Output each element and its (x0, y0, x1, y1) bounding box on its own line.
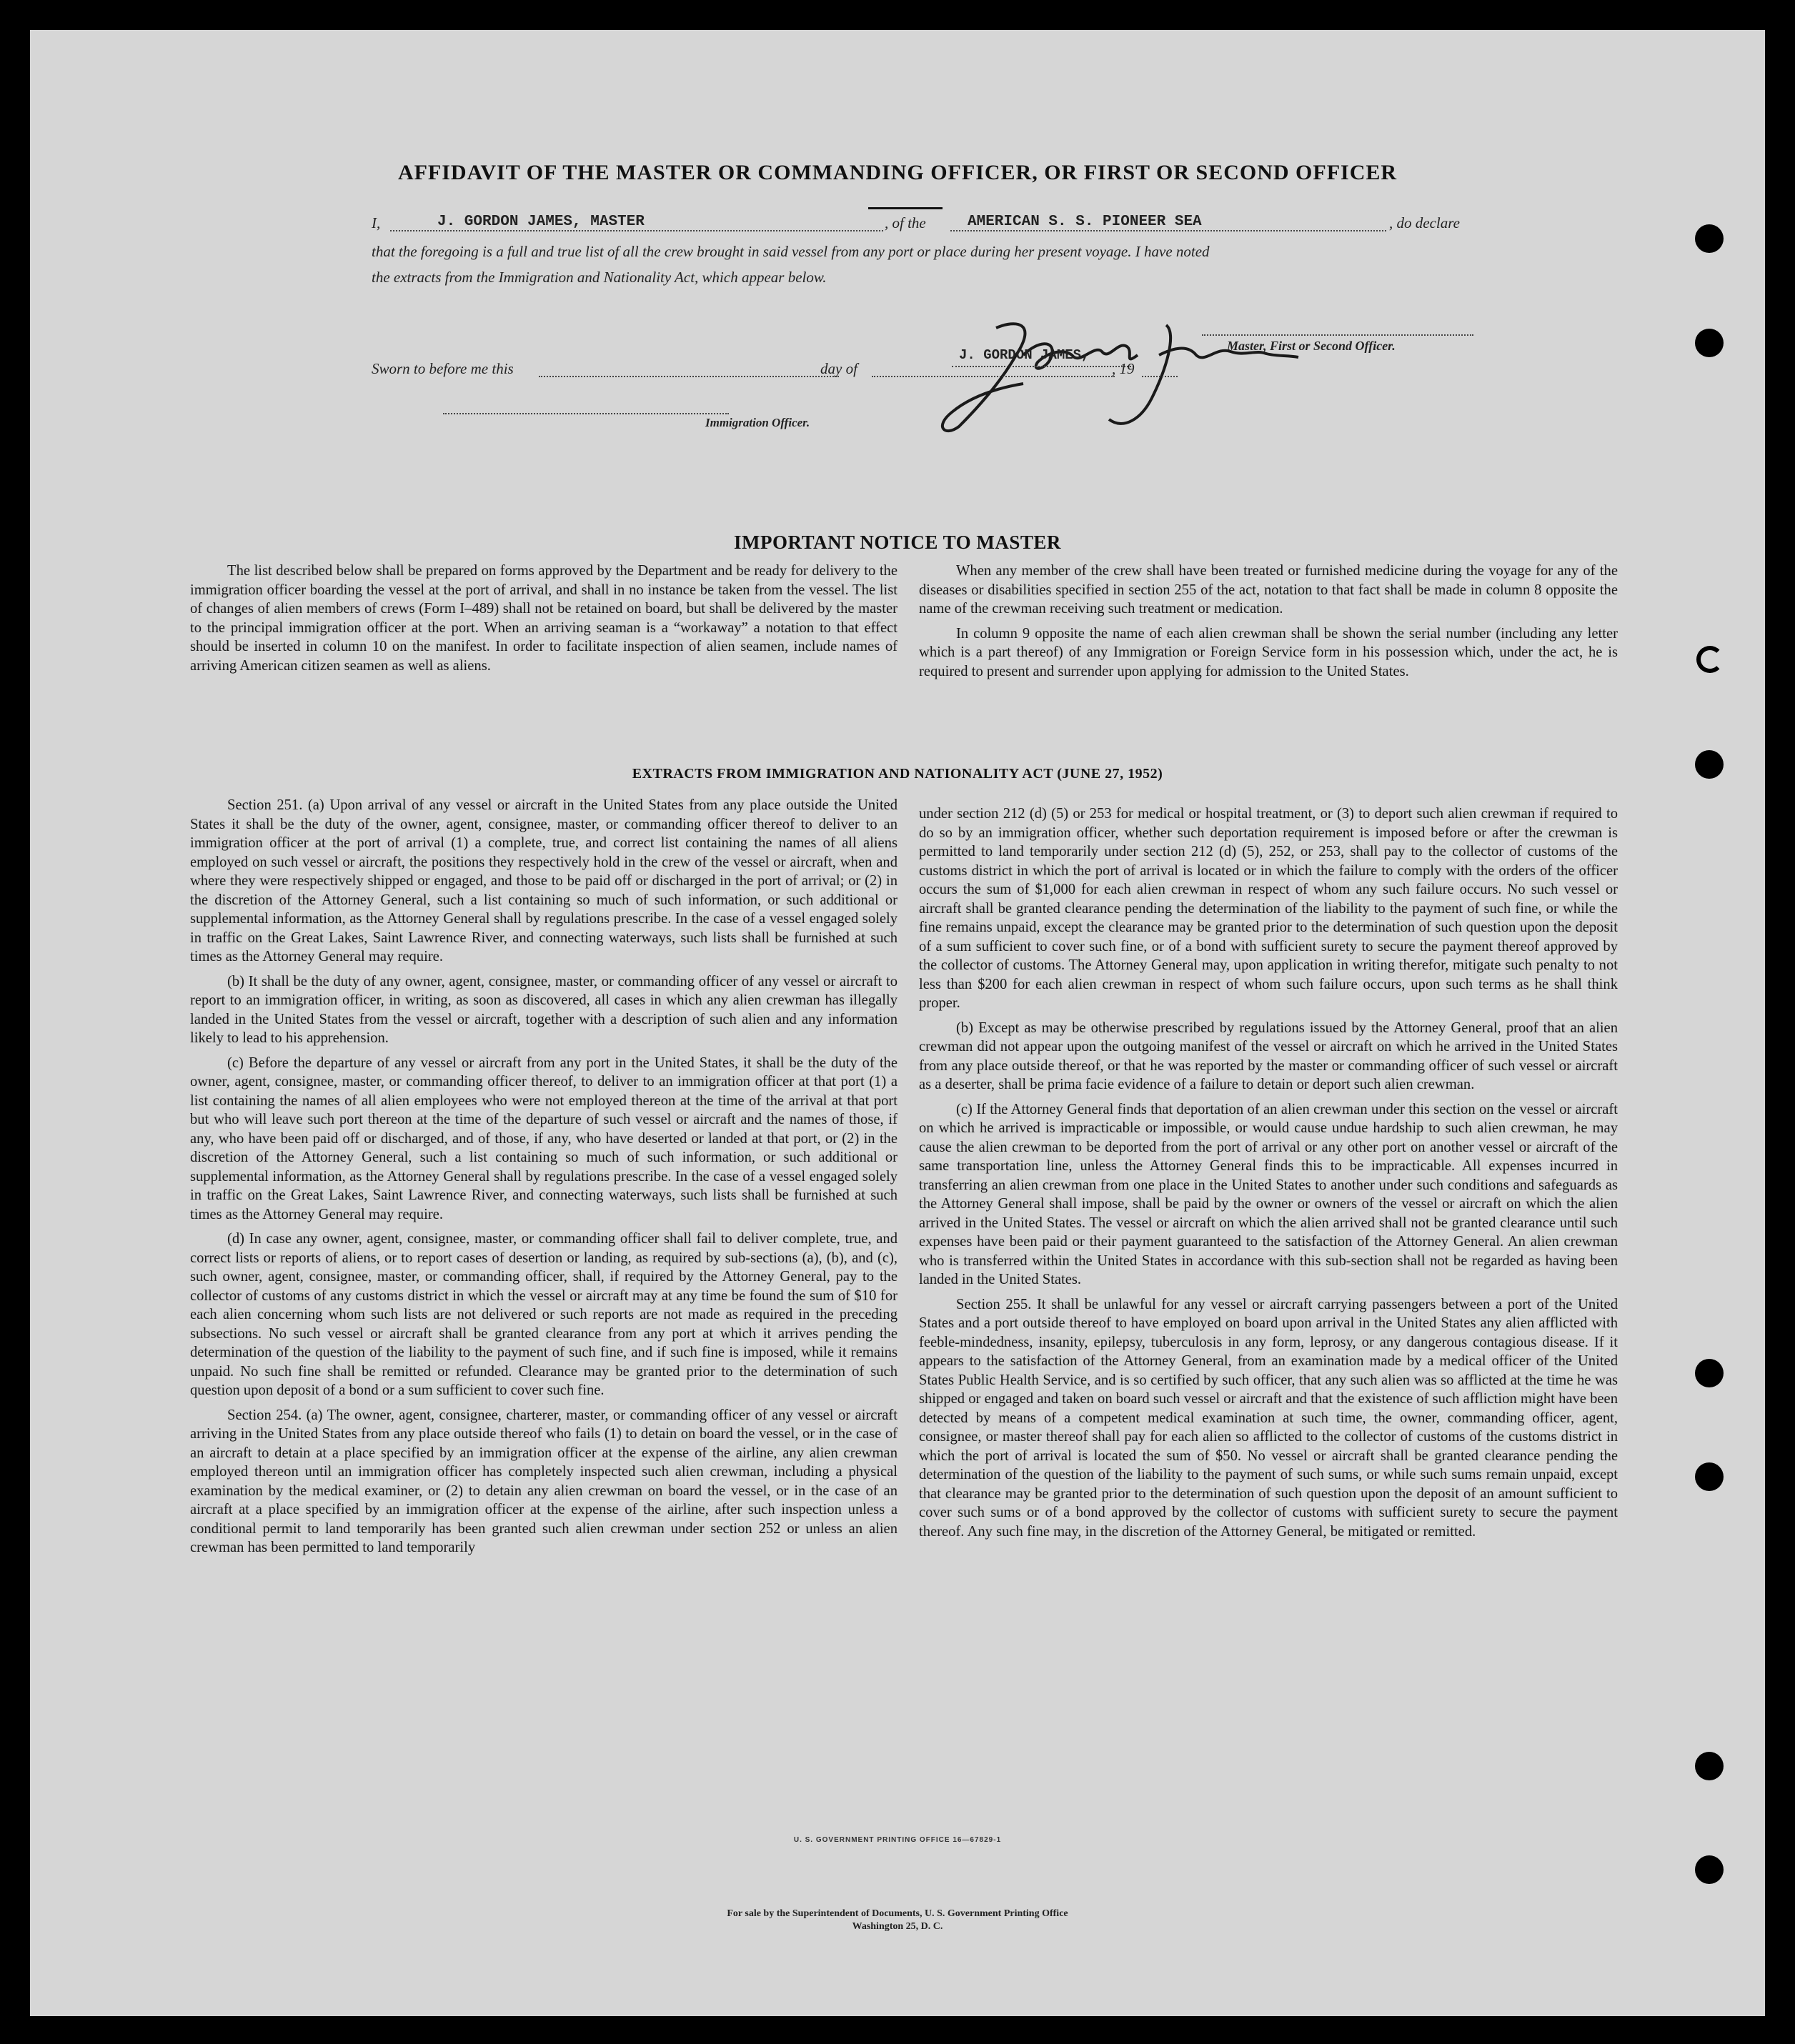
printing-office-imprint: U. S. GOVERNMENT PRINTING OFFICE 16—67829-1 (793, 1836, 1002, 1844)
extract-paragraph: Section 254. (a) The owner, agent, consignee, charterer, master, or commanding officer of any vessel or aircraft arriving in the United States from any place outside thereof who fails (1) to detain on board the vessel, or in the case of an aircraft to detain at a place specified by an immigration officer at the expense of the airline, any alien crewman employed thereon until an immigration officer has completely inspected such alien crewman, including a physical examination by the medical examiner, or (2) to detain any alien crewman on board the vessel, or in the case of an aircraft at a place specified by an immigration officer at the expense of the airline, after such inspection unless a conditional permit to land temporarily has been granted such alien crewman under section 252 or unless an alien crewman has been permitted to land temporarily (190, 1407, 898, 1555)
punch-hole (1696, 646, 1724, 673)
notice-left-paragraph: The list described below shall be prepared on forms approved by the Department and be ready for delivery to the immigration officer boarding the vessel at the port of arrival, and shall in no instance be taken from the vessel. The list of changes of alien members of crews (Form I–489) shall not be retained on board, but shall be delivered by the master to the principal immigration officer at the port. When an arriving seaman is a “workaway” a notation to that effect should be inserted in column 10 on the manifest. In order to facilitate inspection of alien seamen, include names of arriving American citizen seamen as well as aliens. (190, 563, 898, 674)
extract-paragraph: under section 212 (d) (5) or 253 for medical or hospital treatment, or (3) to deport such alien crewman if required to do so by an immigration officer, whether such deportation requirement is imposed before or after the crewman is permitted to land temporarily under section 212 (d) (5), 252, or 253, shall pay to the collector of customs of the customs district in which the port of arrival is located or in which the failure to comply with the orders of the officer occurs the sum of $1,000 for each alien crewman in respect of whom any such failure occurs. No such vessel or aircraft shall be granted clearance pending the determination of the liability to the payment of such fine, or while the fine remains unpaid, except the clearance may be granted prior to the determination of such question upon the deposit of a sum sufficient to cover such fine, or of a bond with sufficient surety to secure the payment thereof approved by the collector of customs. The Attorney General may, upon application in writing therefor, mitigate such penalty to not less than $200 for each alien crewman in respect of whom such failure occurs, upon such terms as he shall think proper. (919, 806, 1618, 1011)
sworn-month-line (872, 376, 1115, 377)
affidavit-line-2: that the foregoing is a full and true list of all the crew brought in said vessel from any port or place during her present voyage. I have noted (372, 243, 1210, 260)
document-page (30, 30, 1765, 2016)
extract-paragraph: (b) Except as may be otherwise prescribed by regulations issued by the Attorney General, proof that an alien crewman did not appear upon the outgoing manifest of the vessel or aircraft on which he arrived in the United States from any place outside thereof, or that he was reported by the master or commanding officer of such vessel or aircraft as a deserter, shall be prima facie evidence of a failure to detain or deport such alien crewman. (919, 1019, 1618, 1092)
extracts-title: EXTRACTS FROM IMMIGRATION AND NATIONALITY ACT (JUNE 27, 1952) (632, 766, 1163, 782)
i-label: I, (372, 214, 381, 231)
immigration-officer-line (443, 413, 729, 414)
officer-caption-line (1202, 334, 1473, 336)
notice-right-column (919, 562, 1618, 687)
affidavit-line-3: the extracts from the Immigration and Nationality Act, which appear below. (372, 269, 827, 286)
sworn-day-line (539, 376, 839, 377)
officer-signature-line (952, 366, 1134, 367)
extract-paragraph: (b) It shall be the duty of any owner, agent, consignee, master, or commanding officer of any vessel or aircraft to report to an immigration officer, in writing, as soon as discovered, all cases in which any alien crewman has illegally landed in the United States from the vessel or aircraft, together with a description of such alien and any information likely to lead to his apprehension. (190, 973, 898, 1046)
master-name-field: J. GORDON JAMES, MASTER (437, 214, 645, 230)
signer-typed-name: J. GORDON JAMES, (959, 347, 1090, 363)
of-the-label: , of the (885, 214, 926, 231)
immigration-officer-caption: Immigration Officer. (705, 416, 810, 429)
do-declare-label: , do declare (1389, 214, 1460, 231)
title-rule (868, 207, 943, 209)
officer-caption: Master, First or Second Officer. (1227, 339, 1396, 353)
vessel-name-field: AMERICAN S. S. PIONEER SEA (968, 214, 1202, 230)
punch-hole (1695, 224, 1724, 253)
affidavit-title: AFFIDAVIT OF THE MASTER OR COMMANDING OFFICER, OR FIRST OR SECOND OFFICER (397, 161, 1398, 184)
year-label: , 19 (1112, 360, 1135, 377)
day-of-label: day of (820, 360, 857, 377)
sale-notice (30, 1908, 1765, 1933)
notice-title: IMPORTANT NOTICE TO MASTER (734, 532, 1061, 553)
punch-hole (1695, 1752, 1724, 1780)
punch-hole (1695, 329, 1724, 357)
vessel-line (950, 230, 1386, 231)
notice-right-paragraph-2: In column 9 opposite the name of each alien crewman shall be shown the serial number (including any letter which is a part thereof) of any Immigration or Foreign Service form in his possession which, under the act, he is required to present and surrender upon applying for admission to the United States. (919, 625, 1618, 679)
punch-hole (1695, 1359, 1724, 1387)
punch-hole (1695, 1855, 1724, 1884)
extract-paragraph: (c) Before the departure of any vessel or aircraft from any port in the United States, it shall be the duty of the owner, agent, consignee, master, or commanding officer thereof, to deliver to an immigration officer at that port (1) a list containing the names of all alien employees who were not employed thereon at the time of the arrival at that port but who will leave such port thereon at the time of the departure of such vessel or aircraft and the names of those, if any, who have been paid off or discharged, and of those, if any, who have deserted or landed at that port, or (2) in the discretion of the Attorney General, such a list containing so much of such information, or such additional or supplemental information, as the Attorney General shall by regulations prescribe. In the case of a vessel engaged solely in traffic on the Great Lakes, Saint Lawrence River, and connecting waterways, such lists shall be furnished at such times as the Attorney General may require. (190, 1055, 898, 1222)
extract-paragraph: (c) If the Attorney General finds that deportation of an alien crewman under this section on the vessel or aircraft on which he arrived is impracticable or impossible, or would cause undue hardship to such alien crewman, he may cause the alien crewman to be deported from the port of arrival or any other port on another vessel or aircraft of the same transportation line, unless the Attorney General finds this to be impracticable. All expenses incurred in transferring an alien crewman from one place in the United States to another under such conditions and safeguards as the Attorney General shall impose, shall be paid by the owner or owners of the vessel or aircraft on which the alien arrived in the United States. The vessel or aircraft on which the alien arrived shall not be granted clearance until such expenses have been paid or their payment guaranteed to the satisfaction of the Attorney General. An alien crewman who is transferred within the United States in accordance with this sub-section shall not be regarded as having been landed in the United States. (919, 1101, 1618, 1287)
sale-line-2: Washington 25, D. C. (852, 1921, 943, 1932)
punch-hole (1695, 1462, 1724, 1491)
extract-paragraph: Section 251. (a) Upon arrival of any vessel or aircraft in the United States from any place outside the United States it shall be the duty of the owner, agent, consignee, master, or commanding officer thereof to deliver to an immigration officer at the port of arrival (1) a complete, true, and correct list containing the names of all aliens employed on such vessel or aircraft, the positions they respectively hold in the crew of the vessel or aircraft, when and where they were respectively shipped or engaged, and those to be paid off or discharged in the port of arrival; or (2) in the discretion of the Attorney General, such a list containing so much of such information, or such additional or supplemental information, as the Attorney General shall by regulations prescribe. In the case of a vessel engaged solely in traffic on the Great Lakes, Saint Lawrence River, and connecting waterways, such lists shall be furnished at such times as the Attorney General may require. (190, 797, 898, 964)
name-line (390, 230, 883, 231)
extracts-left-column (190, 796, 898, 1563)
extracts-right-column (919, 804, 1618, 1547)
extract-paragraph: Section 255. It shall be unlawful for any vessel or aircraft carrying passengers between a port of the United States and a port outside thereof to have employed on board upon arrival in the United States any alien afflicted with feeble-mindedness, insanity, epilepsy, tuberculosis in any form, leprosy, or any dangerous contagious disease. If it appears to the satisfaction of the Attorney General, from an examination made by a medical officer of the United States Public Health Service, and is so certified by such officer, that any such alien was so afflicted at the time he was shipped or engaged and taken on board such vessel or aircraft and that the existence of such affliction might have been detected by means of a competent medical examination at such time, the owner, commanding officer, agent, consignee, or master thereof shall pay for each alien so afflicted to the collector of customs of the customs district in which the port of arrival is located the sum of $50. No vessel or aircraft shall be granted clearance pending the determination of the question of the liability to the payment of such sums, or while such sums remain unpaid, except that clearance may be granted prior to the determination of such question upon the deposit of an amount sufficient to cover such sums or of a bond approved by the collector of customs with sufficient surety to secure the payment thereof. Any such fine may, in the discretion of the Attorney General, be mitigated or remitted. (919, 1296, 1618, 1540)
sworn-year-line (1142, 376, 1178, 377)
sale-line-1: For sale by the Superintendent of Documents, U. S. Government Printing Office (727, 1908, 1068, 1919)
notice-right-paragraph-1: When any member of the crew shall have been treated or furnished medicine during the voyage for any of the diseases or disabilities specified in section 255 of the act, notation to that fact shall be made in column 8 opposite the name of the crewman receiving such treatment or medication. (919, 563, 1618, 617)
notice-left-column (190, 562, 898, 681)
extract-paragraph: (d) In case any owner, agent, consignee, master, or commanding officer shall fail to deliver complete, true, and correct lists or reports of aliens, or to report cases of desertion or landing, as required by sub-sections (a), (b), and (c), such owner, agent, consignee, master, or commanding officer, shall, if required by the Attorney General, pay to the collector of customs of any customs district in which the vessel or aircraft may at any time be found the sum of $10 for each alien concerning whom such lists are not delivered or such reports are not made as required in the preceding subsections. No such vessel or aircraft shall be granted clearance from any port at which it arrives pending the determination of the question of the liability to the payment of such fine, and if such fine is imposed, while it remains unpaid. No such fine shall be remitted or refunded. Clearance may be granted prior to the determination of such question upon deposit of a bond or a sum sufficient to cover such fine. (190, 1231, 898, 1398)
sworn-label: Sworn to before me this (372, 360, 514, 377)
